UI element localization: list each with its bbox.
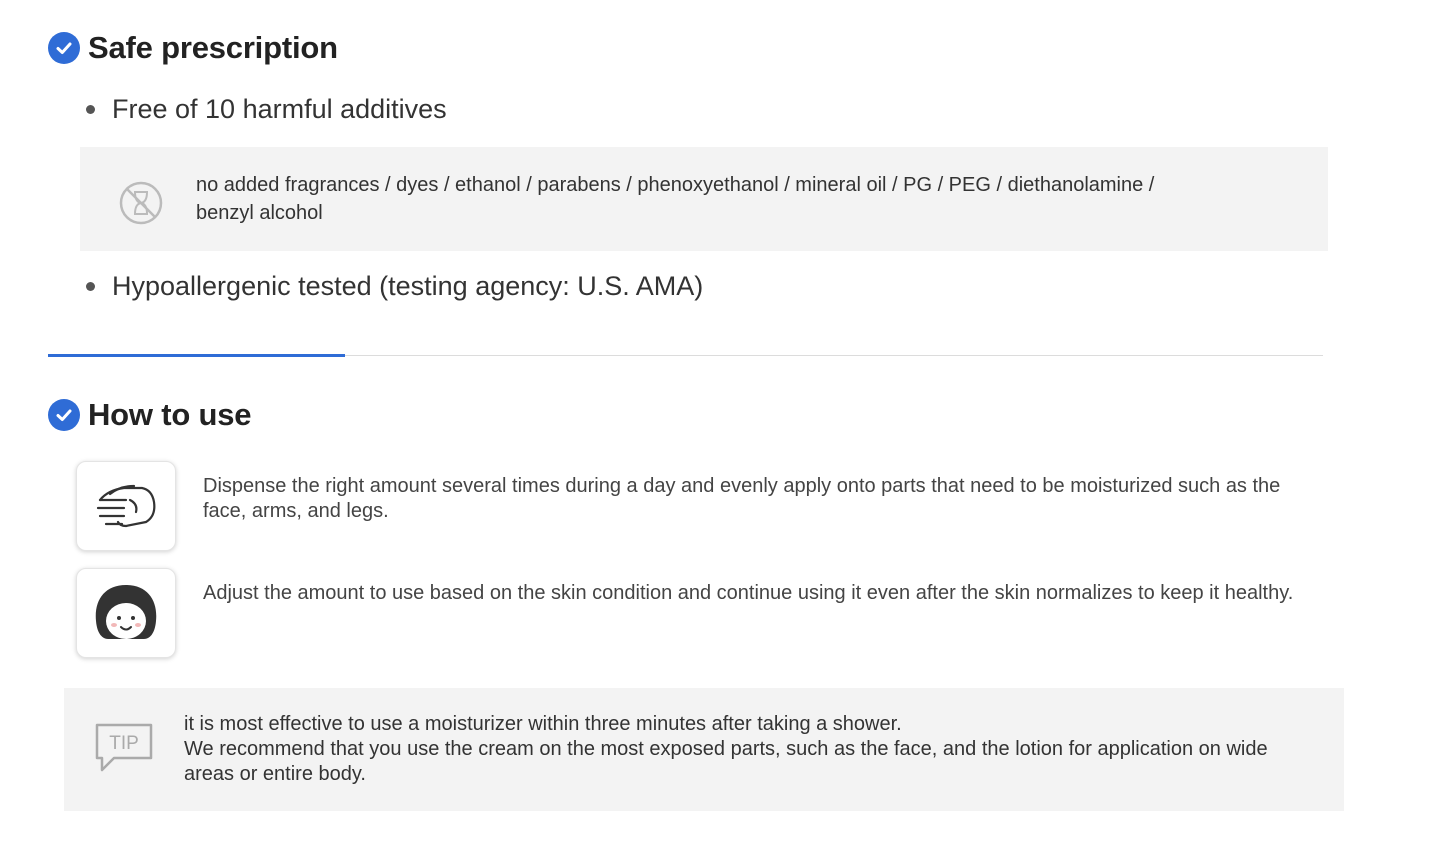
list-item-text: Hypoallergenic tested (testing agency: U.S. AMA) — [112, 271, 704, 301]
additives-box — [80, 147, 1328, 251]
section-title: How to use — [88, 397, 252, 432]
additives-text: no added fragrances / dyes / ethanol / parabens / phenoxyethanol / mineral oil / PG / PEG / diethanolamine / benzyl alcohol — [196, 174, 1155, 224]
tip-line: it is most effective to use a moisturizer within three minutes after taking a shower. — [184, 713, 902, 735]
bullet-dot — [86, 282, 95, 291]
list-item — [86, 94, 447, 125]
bullet-dot — [86, 105, 95, 114]
step-text: Dispense the right amount several times during a day and evenly apply onto parts that need to be moisturized such as the face, arms, and legs. — [203, 475, 1281, 522]
check-circle-icon — [48, 399, 80, 431]
face-icon — [76, 568, 176, 658]
how-to-use-header — [48, 397, 251, 433]
list-item — [86, 271, 703, 302]
check-circle-icon — [48, 32, 80, 64]
step-item — [76, 461, 1316, 551]
svg-text:TIP: TIP — [109, 733, 139, 754]
tip-box — [64, 688, 1344, 811]
safe-prescription-header — [48, 30, 338, 66]
step-text: Adjust the amount to use based on the skin condition and continue using it even after the skin normalizes to keep it healthy. — [203, 582, 1294, 604]
section-divider-accent — [48, 354, 345, 357]
tip-line: We recommend that you use the cream on the most exposed parts, such as the face, and the lotion for application on wide areas or entire body. — [184, 738, 1268, 785]
hands-icon — [76, 461, 176, 551]
section-title: Safe prescription — [88, 30, 338, 65]
no-additives-icon — [118, 180, 164, 226]
tip-text — [184, 712, 1314, 787]
step-item — [76, 568, 1316, 658]
tip-speech-bubble-icon — [94, 722, 154, 774]
list-item-text: Free of 10 harmful additives — [112, 94, 447, 124]
